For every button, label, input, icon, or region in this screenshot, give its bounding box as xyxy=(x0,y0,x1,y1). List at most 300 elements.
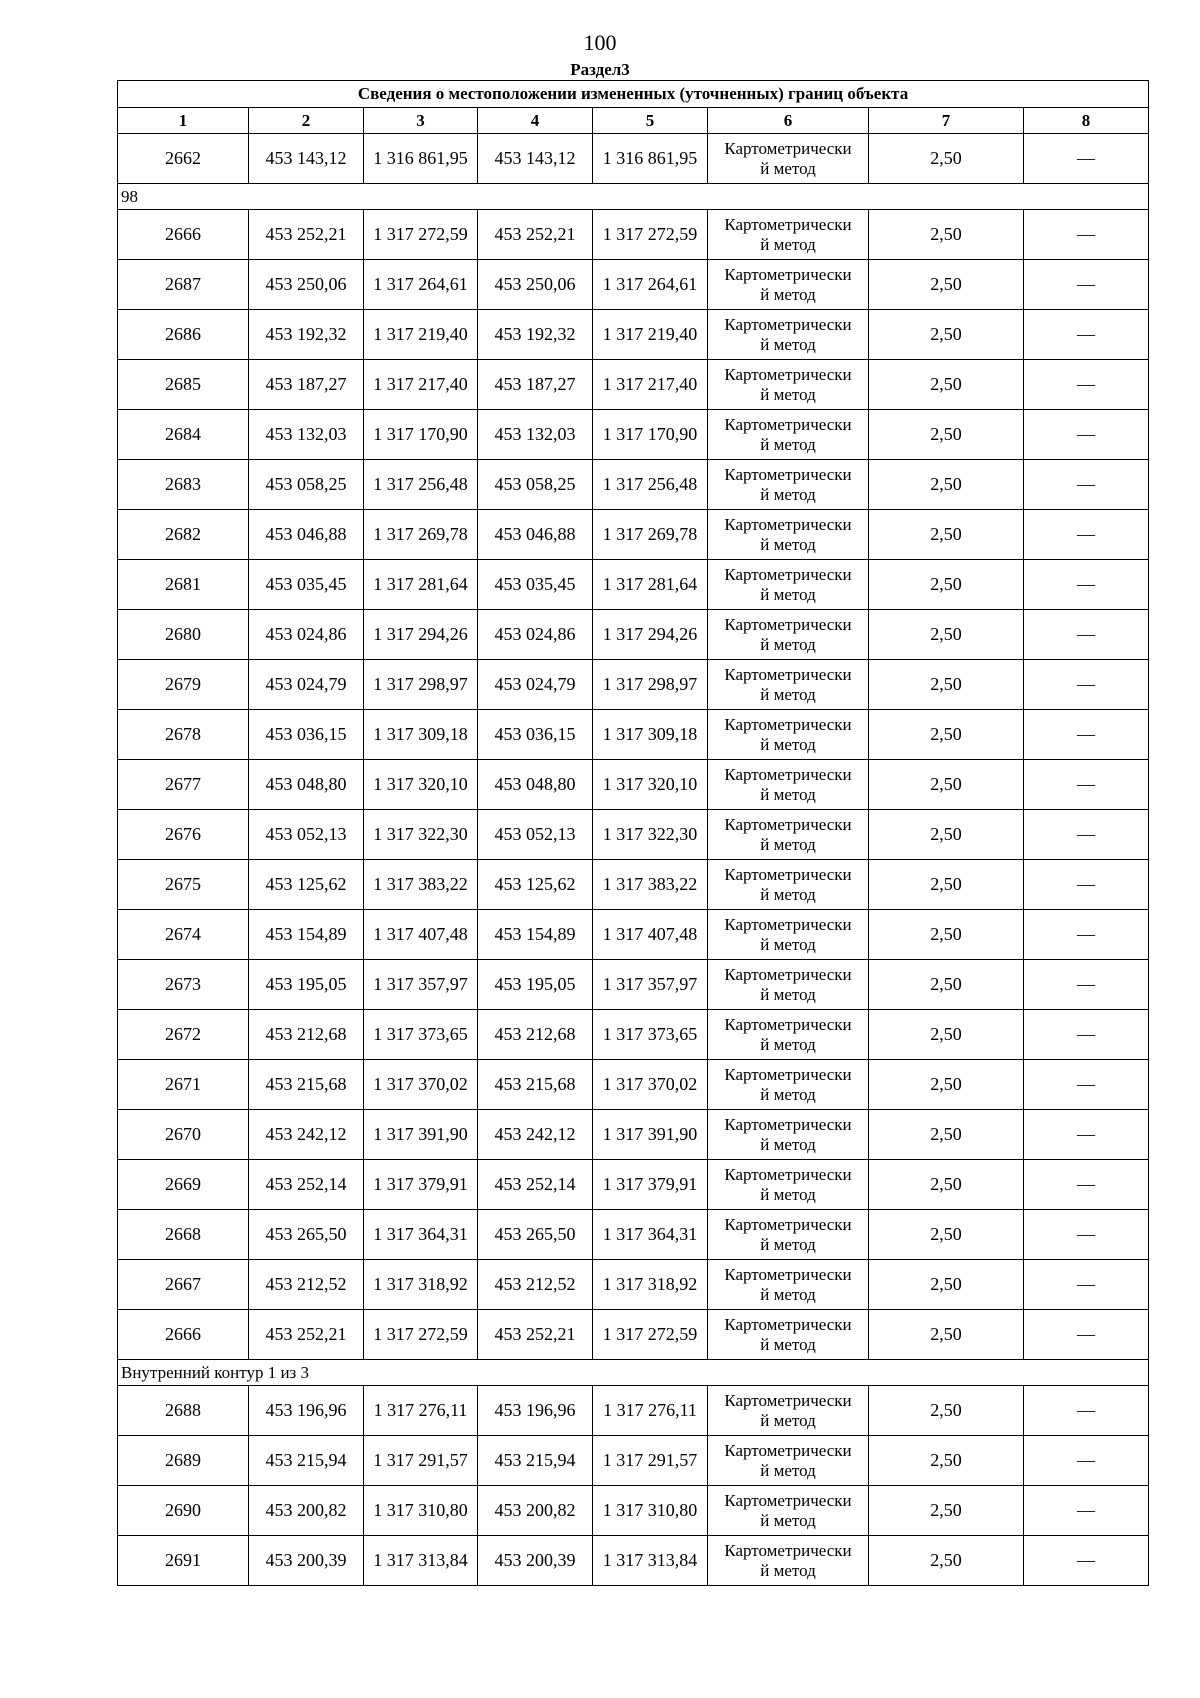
method-cell xyxy=(708,660,869,710)
point-number-cell: 2678 xyxy=(118,710,249,760)
table-row xyxy=(118,660,1149,710)
y-new-cell: 1 317 407,48 xyxy=(593,910,708,960)
method-line-2: й метод xyxy=(760,1134,816,1154)
y-old-cell: 1 317 217,40 xyxy=(364,360,478,410)
y-new-cell: 1 317 373,65 xyxy=(593,1010,708,1060)
point-number-cell: 2689 xyxy=(118,1436,249,1486)
y-old-cell: 1 317 313,84 xyxy=(364,1536,478,1586)
point-number-cell: 2672 xyxy=(118,1010,249,1060)
y-old-cell: 1 317 383,22 xyxy=(364,860,478,910)
table-body xyxy=(118,134,1149,1586)
dash-cell: — xyxy=(1024,810,1149,860)
table-row xyxy=(118,1486,1149,1536)
method-line-2: й метод xyxy=(760,934,816,954)
method-line-1: Картометрически xyxy=(724,564,852,584)
y-new-cell: 1 317 318,92 xyxy=(593,1260,708,1310)
accuracy-cell: 2,50 xyxy=(869,1310,1024,1360)
accuracy-cell: 2,50 xyxy=(869,1160,1024,1210)
method-line-1: Картометрически xyxy=(724,1440,852,1460)
point-number-cell: 2680 xyxy=(118,610,249,660)
method-line-1: Картометрически xyxy=(724,1214,852,1234)
column-number: 1 xyxy=(118,108,249,134)
table-row xyxy=(118,1436,1149,1486)
column-number: 5 xyxy=(593,108,708,134)
x-new-cell: 453 252,14 xyxy=(478,1160,593,1210)
y-old-cell: 1 317 320,10 xyxy=(364,760,478,810)
method-line-2: й метод xyxy=(760,1234,816,1254)
method-line-2: й метод xyxy=(760,1510,816,1530)
y-new-cell: 1 316 861,95 xyxy=(593,134,708,184)
method-cell xyxy=(708,1160,869,1210)
x-new-cell: 453 035,45 xyxy=(478,560,593,610)
x-old-cell: 453 200,39 xyxy=(249,1536,364,1586)
method-cell xyxy=(708,760,869,810)
y-old-cell: 1 317 373,65 xyxy=(364,1010,478,1060)
method-line-1: Картометрически xyxy=(724,1490,852,1510)
point-number-cell: 2677 xyxy=(118,760,249,810)
point-number-cell: 2676 xyxy=(118,810,249,860)
point-number-cell: 2691 xyxy=(118,1536,249,1586)
contour-label: Внутренний контур 1 из 3 xyxy=(118,1360,1149,1386)
method-line-1: Картометрически xyxy=(724,764,852,784)
accuracy-cell: 2,50 xyxy=(869,1010,1024,1060)
method-cell xyxy=(708,1536,869,1586)
y-old-cell: 1 317 357,97 xyxy=(364,960,478,1010)
point-number-cell: 2668 xyxy=(118,1210,249,1260)
y-new-cell: 1 317 291,57 xyxy=(593,1436,708,1486)
method-cell xyxy=(708,410,869,460)
y-new-cell: 1 317 310,80 xyxy=(593,1486,708,1536)
dash-cell: — xyxy=(1024,210,1149,260)
contour-label: 98 xyxy=(118,184,1149,210)
point-number-cell: 2685 xyxy=(118,360,249,410)
method-cell xyxy=(708,1010,869,1060)
y-new-cell: 1 317 269,78 xyxy=(593,510,708,560)
table-row xyxy=(118,410,1149,460)
column-number: 6 xyxy=(708,108,869,134)
method-line-1: Картометрически xyxy=(724,1314,852,1334)
method-line-2: й метод xyxy=(760,1560,816,1580)
method-line-2: й метод xyxy=(760,784,816,804)
x-old-cell: 453 215,94 xyxy=(249,1436,364,1486)
table-row xyxy=(118,710,1149,760)
table-row xyxy=(118,910,1149,960)
coordinates-table xyxy=(117,80,1149,1586)
method-cell xyxy=(708,1310,869,1360)
y-old-cell: 1 317 298,97 xyxy=(364,660,478,710)
y-old-cell: 1 317 264,61 xyxy=(364,260,478,310)
contour-label-row xyxy=(118,1360,1149,1386)
x-new-cell: 453 196,96 xyxy=(478,1386,593,1436)
column-number: 2 xyxy=(249,108,364,134)
accuracy-cell: 2,50 xyxy=(869,1060,1024,1110)
method-line-1: Картометрически xyxy=(724,364,852,384)
x-new-cell: 453 215,94 xyxy=(478,1436,593,1486)
section-title: Раздел3 xyxy=(570,60,630,79)
table-row xyxy=(118,1310,1149,1360)
method-line-2: й метод xyxy=(760,384,816,404)
x-new-cell: 453 242,12 xyxy=(478,1110,593,1160)
table-row xyxy=(118,1060,1149,1110)
y-new-cell: 1 317 219,40 xyxy=(593,310,708,360)
y-new-cell: 1 317 256,48 xyxy=(593,460,708,510)
method-cell xyxy=(708,510,869,560)
method-cell xyxy=(708,960,869,1010)
x-new-cell: 453 200,82 xyxy=(478,1486,593,1536)
y-new-cell: 1 317 217,40 xyxy=(593,360,708,410)
method-line-1: Картометрически xyxy=(724,1264,852,1284)
y-new-cell: 1 317 320,10 xyxy=(593,760,708,810)
method-line-1: Картометрически xyxy=(724,1014,852,1034)
method-line-1: Картометрически xyxy=(724,138,852,158)
dash-cell: — xyxy=(1024,134,1149,184)
x-old-cell: 453 154,89 xyxy=(249,910,364,960)
y-new-cell: 1 317 313,84 xyxy=(593,1536,708,1586)
method-line-1: Картометрически xyxy=(724,664,852,684)
table-row xyxy=(118,360,1149,410)
y-new-cell: 1 317 391,90 xyxy=(593,1110,708,1160)
x-new-cell: 453 252,21 xyxy=(478,210,593,260)
accuracy-cell: 2,50 xyxy=(869,710,1024,760)
x-old-cell: 453 242,12 xyxy=(249,1110,364,1160)
method-line-1: Картометрически xyxy=(724,214,852,234)
method-line-2: й метод xyxy=(760,484,816,504)
x-new-cell: 453 046,88 xyxy=(478,510,593,560)
y-old-cell: 1 317 219,40 xyxy=(364,310,478,360)
method-line-2: й метод xyxy=(760,984,816,1004)
column-number: 7 xyxy=(869,108,1024,134)
method-line-2: й метод xyxy=(760,534,816,554)
x-new-cell: 453 187,27 xyxy=(478,360,593,410)
method-cell xyxy=(708,610,869,660)
method-line-2: й метод xyxy=(760,684,816,704)
table-row xyxy=(118,1210,1149,1260)
y-new-cell: 1 317 322,30 xyxy=(593,810,708,860)
point-number-cell: 2673 xyxy=(118,960,249,1010)
page-number: 100 xyxy=(583,30,617,55)
dash-cell: — xyxy=(1024,560,1149,610)
point-number-cell: 2669 xyxy=(118,1160,249,1210)
point-number-cell: 2670 xyxy=(118,1110,249,1160)
method-line-2: й метод xyxy=(760,834,816,854)
method-cell xyxy=(708,1436,869,1486)
method-line-1: Картометрически xyxy=(724,914,852,934)
method-line-1: Картометрически xyxy=(724,964,852,984)
point-number-cell: 2684 xyxy=(118,410,249,460)
table-row xyxy=(118,1160,1149,1210)
x-new-cell: 453 048,80 xyxy=(478,760,593,810)
dash-cell: — xyxy=(1024,1160,1149,1210)
column-number-row xyxy=(118,108,1149,134)
point-number-cell: 2690 xyxy=(118,1486,249,1536)
dash-cell: — xyxy=(1024,410,1149,460)
y-new-cell: 1 317 370,02 xyxy=(593,1060,708,1110)
method-line-2: й метод xyxy=(760,1334,816,1354)
x-old-cell: 453 143,12 xyxy=(249,134,364,184)
x-new-cell: 453 143,12 xyxy=(478,134,593,184)
dash-cell: — xyxy=(1024,710,1149,760)
dash-cell: — xyxy=(1024,1260,1149,1310)
dash-cell: — xyxy=(1024,1436,1149,1486)
accuracy-cell: 2,50 xyxy=(869,410,1024,460)
accuracy-cell: 2,50 xyxy=(869,610,1024,660)
point-number-cell: 2666 xyxy=(118,210,249,260)
column-number: 4 xyxy=(478,108,593,134)
table-row xyxy=(118,1386,1149,1436)
method-line-1: Картометрически xyxy=(724,1540,852,1560)
y-old-cell: 1 316 861,95 xyxy=(364,134,478,184)
x-new-cell: 453 052,13 xyxy=(478,810,593,860)
accuracy-cell: 2,50 xyxy=(869,260,1024,310)
y-old-cell: 1 317 291,57 xyxy=(364,1436,478,1486)
method-cell xyxy=(708,360,869,410)
x-new-cell: 453 195,05 xyxy=(478,960,593,1010)
point-number-cell: 2686 xyxy=(118,310,249,360)
method-line-1: Картометрически xyxy=(724,714,852,734)
x-old-cell: 453 036,15 xyxy=(249,710,364,760)
dash-cell: — xyxy=(1024,660,1149,710)
method-cell xyxy=(708,460,869,510)
y-old-cell: 1 317 269,78 xyxy=(364,510,478,560)
x-old-cell: 453 132,03 xyxy=(249,410,364,460)
dash-cell: — xyxy=(1024,1310,1149,1360)
x-old-cell: 453 195,05 xyxy=(249,960,364,1010)
y-new-cell: 1 317 272,59 xyxy=(593,1310,708,1360)
dash-cell: — xyxy=(1024,460,1149,510)
y-old-cell: 1 317 364,31 xyxy=(364,1210,478,1260)
dash-cell: — xyxy=(1024,1536,1149,1586)
dash-cell: — xyxy=(1024,1110,1149,1160)
method-line-2: й метод xyxy=(760,1284,816,1304)
method-line-1: Картометрически xyxy=(724,264,852,284)
method-line-1: Картометрически xyxy=(724,414,852,434)
accuracy-cell: 2,50 xyxy=(869,210,1024,260)
table-row xyxy=(118,1010,1149,1060)
method-cell xyxy=(708,1260,869,1310)
accuracy-cell: 2,50 xyxy=(869,1486,1024,1536)
accuracy-cell: 2,50 xyxy=(869,960,1024,1010)
x-new-cell: 453 200,39 xyxy=(478,1536,593,1586)
x-new-cell: 453 058,25 xyxy=(478,460,593,510)
accuracy-cell: 2,50 xyxy=(869,910,1024,960)
dash-cell: — xyxy=(1024,610,1149,660)
x-new-cell: 453 215,68 xyxy=(478,1060,593,1110)
dash-cell: — xyxy=(1024,910,1149,960)
point-number-cell: 2675 xyxy=(118,860,249,910)
point-number-cell: 2683 xyxy=(118,460,249,510)
x-new-cell: 453 212,68 xyxy=(478,1010,593,1060)
method-line-2: й метод xyxy=(760,634,816,654)
accuracy-cell: 2,50 xyxy=(869,1110,1024,1160)
dash-cell: — xyxy=(1024,310,1149,360)
y-new-cell: 1 317 281,64 xyxy=(593,560,708,610)
y-new-cell: 1 317 383,22 xyxy=(593,860,708,910)
x-old-cell: 453 215,68 xyxy=(249,1060,364,1110)
table-caption: Сведения о местоположении измененных (уточненных) границ объекта xyxy=(118,81,1149,108)
method-line-1: Картометрически xyxy=(724,814,852,834)
table-row xyxy=(118,134,1149,184)
y-new-cell: 1 317 309,18 xyxy=(593,710,708,760)
accuracy-cell: 2,50 xyxy=(869,760,1024,810)
dash-cell: — xyxy=(1024,1386,1149,1436)
dash-cell: — xyxy=(1024,1060,1149,1110)
point-number-cell: 2667 xyxy=(118,1260,249,1310)
table-row xyxy=(118,960,1149,1010)
method-line-2: й метод xyxy=(760,884,816,904)
point-number-cell: 2681 xyxy=(118,560,249,610)
accuracy-cell: 2,50 xyxy=(869,1436,1024,1486)
method-line-1: Картометрически xyxy=(724,1390,852,1410)
y-new-cell: 1 317 272,59 xyxy=(593,210,708,260)
x-new-cell: 453 252,21 xyxy=(478,1310,593,1360)
dash-cell: — xyxy=(1024,1010,1149,1060)
y-old-cell: 1 317 318,92 xyxy=(364,1260,478,1310)
dash-cell: — xyxy=(1024,360,1149,410)
x-old-cell: 453 187,27 xyxy=(249,360,364,410)
x-new-cell: 453 024,79 xyxy=(478,660,593,710)
point-number-cell: 2671 xyxy=(118,1060,249,1110)
x-new-cell: 453 154,89 xyxy=(478,910,593,960)
y-old-cell: 1 317 272,59 xyxy=(364,210,478,260)
x-old-cell: 453 196,96 xyxy=(249,1386,364,1436)
x-old-cell: 453 252,14 xyxy=(249,1160,364,1210)
table-row xyxy=(118,760,1149,810)
y-old-cell: 1 317 322,30 xyxy=(364,810,478,860)
y-old-cell: 1 317 294,26 xyxy=(364,610,478,660)
method-line-2: й метод xyxy=(760,234,816,254)
y-new-cell: 1 317 276,11 xyxy=(593,1386,708,1436)
method-cell xyxy=(708,310,869,360)
x-old-cell: 453 252,21 xyxy=(249,1310,364,1360)
point-number-cell: 2687 xyxy=(118,260,249,310)
dash-cell: — xyxy=(1024,760,1149,810)
accuracy-cell: 2,50 xyxy=(869,310,1024,360)
x-old-cell: 453 212,52 xyxy=(249,1260,364,1310)
table-row xyxy=(118,810,1149,860)
x-new-cell: 453 212,52 xyxy=(478,1260,593,1310)
accuracy-cell: 2,50 xyxy=(869,660,1024,710)
method-line-2: й метод xyxy=(760,284,816,304)
x-old-cell: 453 192,32 xyxy=(249,310,364,360)
y-old-cell: 1 317 407,48 xyxy=(364,910,478,960)
method-line-1: Картометрически xyxy=(724,614,852,634)
method-cell xyxy=(708,1110,869,1160)
accuracy-cell: 2,50 xyxy=(869,1260,1024,1310)
x-old-cell: 453 212,68 xyxy=(249,1010,364,1060)
method-cell xyxy=(708,860,869,910)
method-line-2: й метод xyxy=(760,584,816,604)
accuracy-cell: 2,50 xyxy=(869,134,1024,184)
x-new-cell: 453 192,32 xyxy=(478,310,593,360)
method-cell xyxy=(708,210,869,260)
x-new-cell: 453 265,50 xyxy=(478,1210,593,1260)
method-line-1: Картометрически xyxy=(724,1114,852,1134)
accuracy-cell: 2,50 xyxy=(869,810,1024,860)
method-line-1: Картометрически xyxy=(724,1064,852,1084)
method-cell xyxy=(708,134,869,184)
x-new-cell: 453 125,62 xyxy=(478,860,593,910)
accuracy-cell: 2,50 xyxy=(869,360,1024,410)
method-line-1: Картометрически xyxy=(724,314,852,334)
table-row xyxy=(118,1260,1149,1310)
table-row xyxy=(118,1110,1149,1160)
method-line-1: Картометрически xyxy=(724,514,852,534)
method-line-1: Картометрически xyxy=(724,864,852,884)
table-row xyxy=(118,260,1149,310)
y-old-cell: 1 317 276,11 xyxy=(364,1386,478,1436)
column-number: 8 xyxy=(1024,108,1149,134)
y-old-cell: 1 317 256,48 xyxy=(364,460,478,510)
dash-cell: — xyxy=(1024,960,1149,1010)
x-old-cell: 453 252,21 xyxy=(249,210,364,260)
method-line-2: й метод xyxy=(760,334,816,354)
x-new-cell: 453 132,03 xyxy=(478,410,593,460)
point-number-cell: 2688 xyxy=(118,1386,249,1436)
method-cell xyxy=(708,1486,869,1536)
method-line-2: й метод xyxy=(760,1184,816,1204)
dash-cell: — xyxy=(1024,860,1149,910)
method-cell xyxy=(708,560,869,610)
x-new-cell: 453 036,15 xyxy=(478,710,593,760)
table-row xyxy=(118,560,1149,610)
point-number-cell: 2674 xyxy=(118,910,249,960)
method-cell xyxy=(708,810,869,860)
y-new-cell: 1 317 170,90 xyxy=(593,410,708,460)
y-old-cell: 1 317 170,90 xyxy=(364,410,478,460)
accuracy-cell: 2,50 xyxy=(869,1386,1024,1436)
y-new-cell: 1 317 379,91 xyxy=(593,1160,708,1210)
method-line-2: й метод xyxy=(760,434,816,454)
accuracy-cell: 2,50 xyxy=(869,510,1024,560)
method-cell xyxy=(708,1386,869,1436)
method-cell xyxy=(708,710,869,760)
method-line-1: Картометрически xyxy=(724,464,852,484)
x-old-cell: 453 035,45 xyxy=(249,560,364,610)
x-old-cell: 453 058,25 xyxy=(249,460,364,510)
x-old-cell: 453 024,79 xyxy=(249,660,364,710)
point-number-cell: 2682 xyxy=(118,510,249,560)
method-cell xyxy=(708,260,869,310)
method-line-2: й метод xyxy=(760,734,816,754)
x-new-cell: 453 024,86 xyxy=(478,610,593,660)
y-old-cell: 1 317 310,80 xyxy=(364,1486,478,1536)
table-row xyxy=(118,460,1149,510)
table-row xyxy=(118,310,1149,360)
table-row xyxy=(118,1536,1149,1586)
point-number-cell: 2679 xyxy=(118,660,249,710)
y-old-cell: 1 317 281,64 xyxy=(364,560,478,610)
dash-cell: — xyxy=(1024,260,1149,310)
y-new-cell: 1 317 364,31 xyxy=(593,1210,708,1260)
y-old-cell: 1 317 309,18 xyxy=(364,710,478,760)
accuracy-cell: 2,50 xyxy=(869,560,1024,610)
method-cell xyxy=(708,910,869,960)
method-line-2: й метод xyxy=(760,1460,816,1480)
dash-cell: — xyxy=(1024,1210,1149,1260)
x-old-cell: 453 024,86 xyxy=(249,610,364,660)
x-old-cell: 453 200,82 xyxy=(249,1486,364,1536)
x-old-cell: 453 048,80 xyxy=(249,760,364,810)
table-row xyxy=(118,610,1149,660)
accuracy-cell: 2,50 xyxy=(869,460,1024,510)
table-row xyxy=(118,510,1149,560)
y-new-cell: 1 317 264,61 xyxy=(593,260,708,310)
x-old-cell: 453 052,13 xyxy=(249,810,364,860)
y-new-cell: 1 317 357,97 xyxy=(593,960,708,1010)
method-cell xyxy=(708,1210,869,1260)
y-new-cell: 1 317 298,97 xyxy=(593,660,708,710)
x-new-cell: 453 250,06 xyxy=(478,260,593,310)
